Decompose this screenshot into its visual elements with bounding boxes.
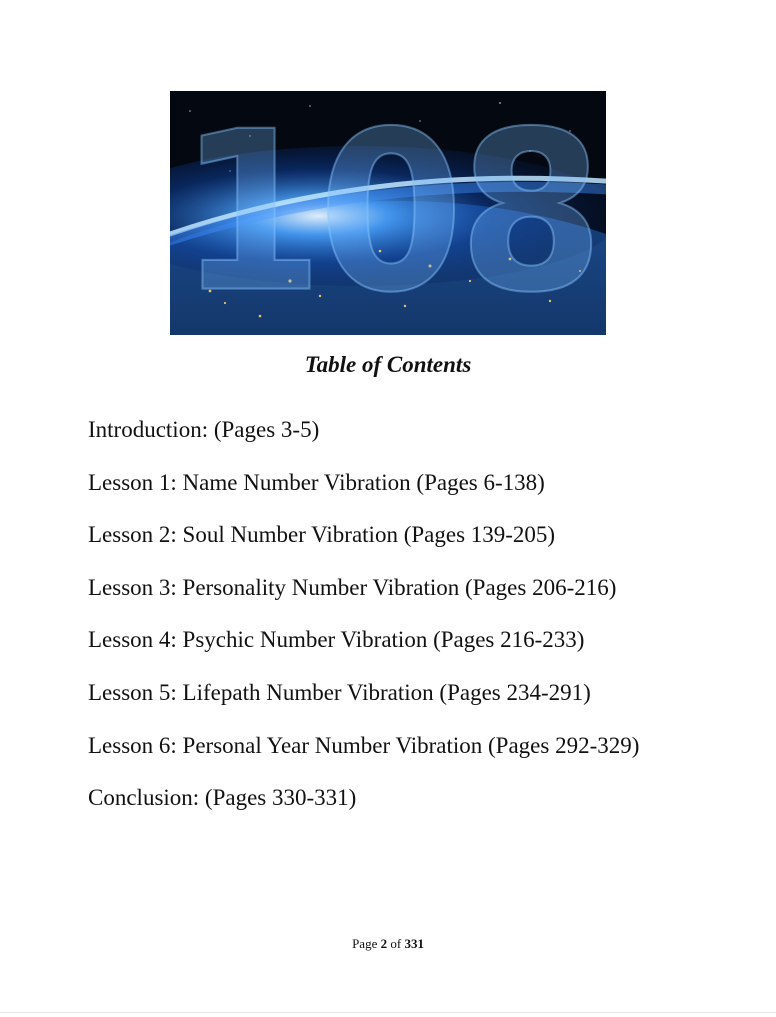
toc-entry-conclusion: Conclusion: (Pages 330-331) [88, 785, 357, 811]
cover-image [170, 91, 606, 335]
toc-entry-lesson-2: Lesson 2: Soul Number Vibration (Pages 139-205) [88, 522, 556, 548]
toc-entry-introduction: Introduction: (Pages 3-5) [88, 417, 320, 442]
toc-entry-lesson-6: Lesson 6: Personal Year Number Vibration (Pages 292-329) [88, 732, 640, 758]
toc-entry-lesson-3: Lesson 3: Personality Number Vibration (Pages 206-216) [88, 574, 617, 600]
toc-title: Table of Contents [304, 352, 472, 377]
page-bottom-divider [0, 1012, 776, 1013]
footer-current-page: 2 [380, 936, 388, 951]
footer-of-word: of [390, 936, 402, 951]
page-footer [0, 936, 776, 952]
toc-entry-lesson-1: Lesson 1: Name Number Vibration (Pages 6-138) [88, 469, 545, 495]
footer-total-pages: 331 [404, 936, 424, 951]
footer-page-word: Page [352, 936, 378, 951]
toc-entry-lesson-5: Lesson 5: Lifepath Number Vibration (Pages 234-291) [88, 679, 591, 705]
toc-list [88, 404, 639, 825]
toc-entry-lesson-4: Lesson 4: Psychic Number Vibration (Pages 216-233) [88, 627, 585, 653]
cover-number-108: 108 [177, 91, 599, 335]
